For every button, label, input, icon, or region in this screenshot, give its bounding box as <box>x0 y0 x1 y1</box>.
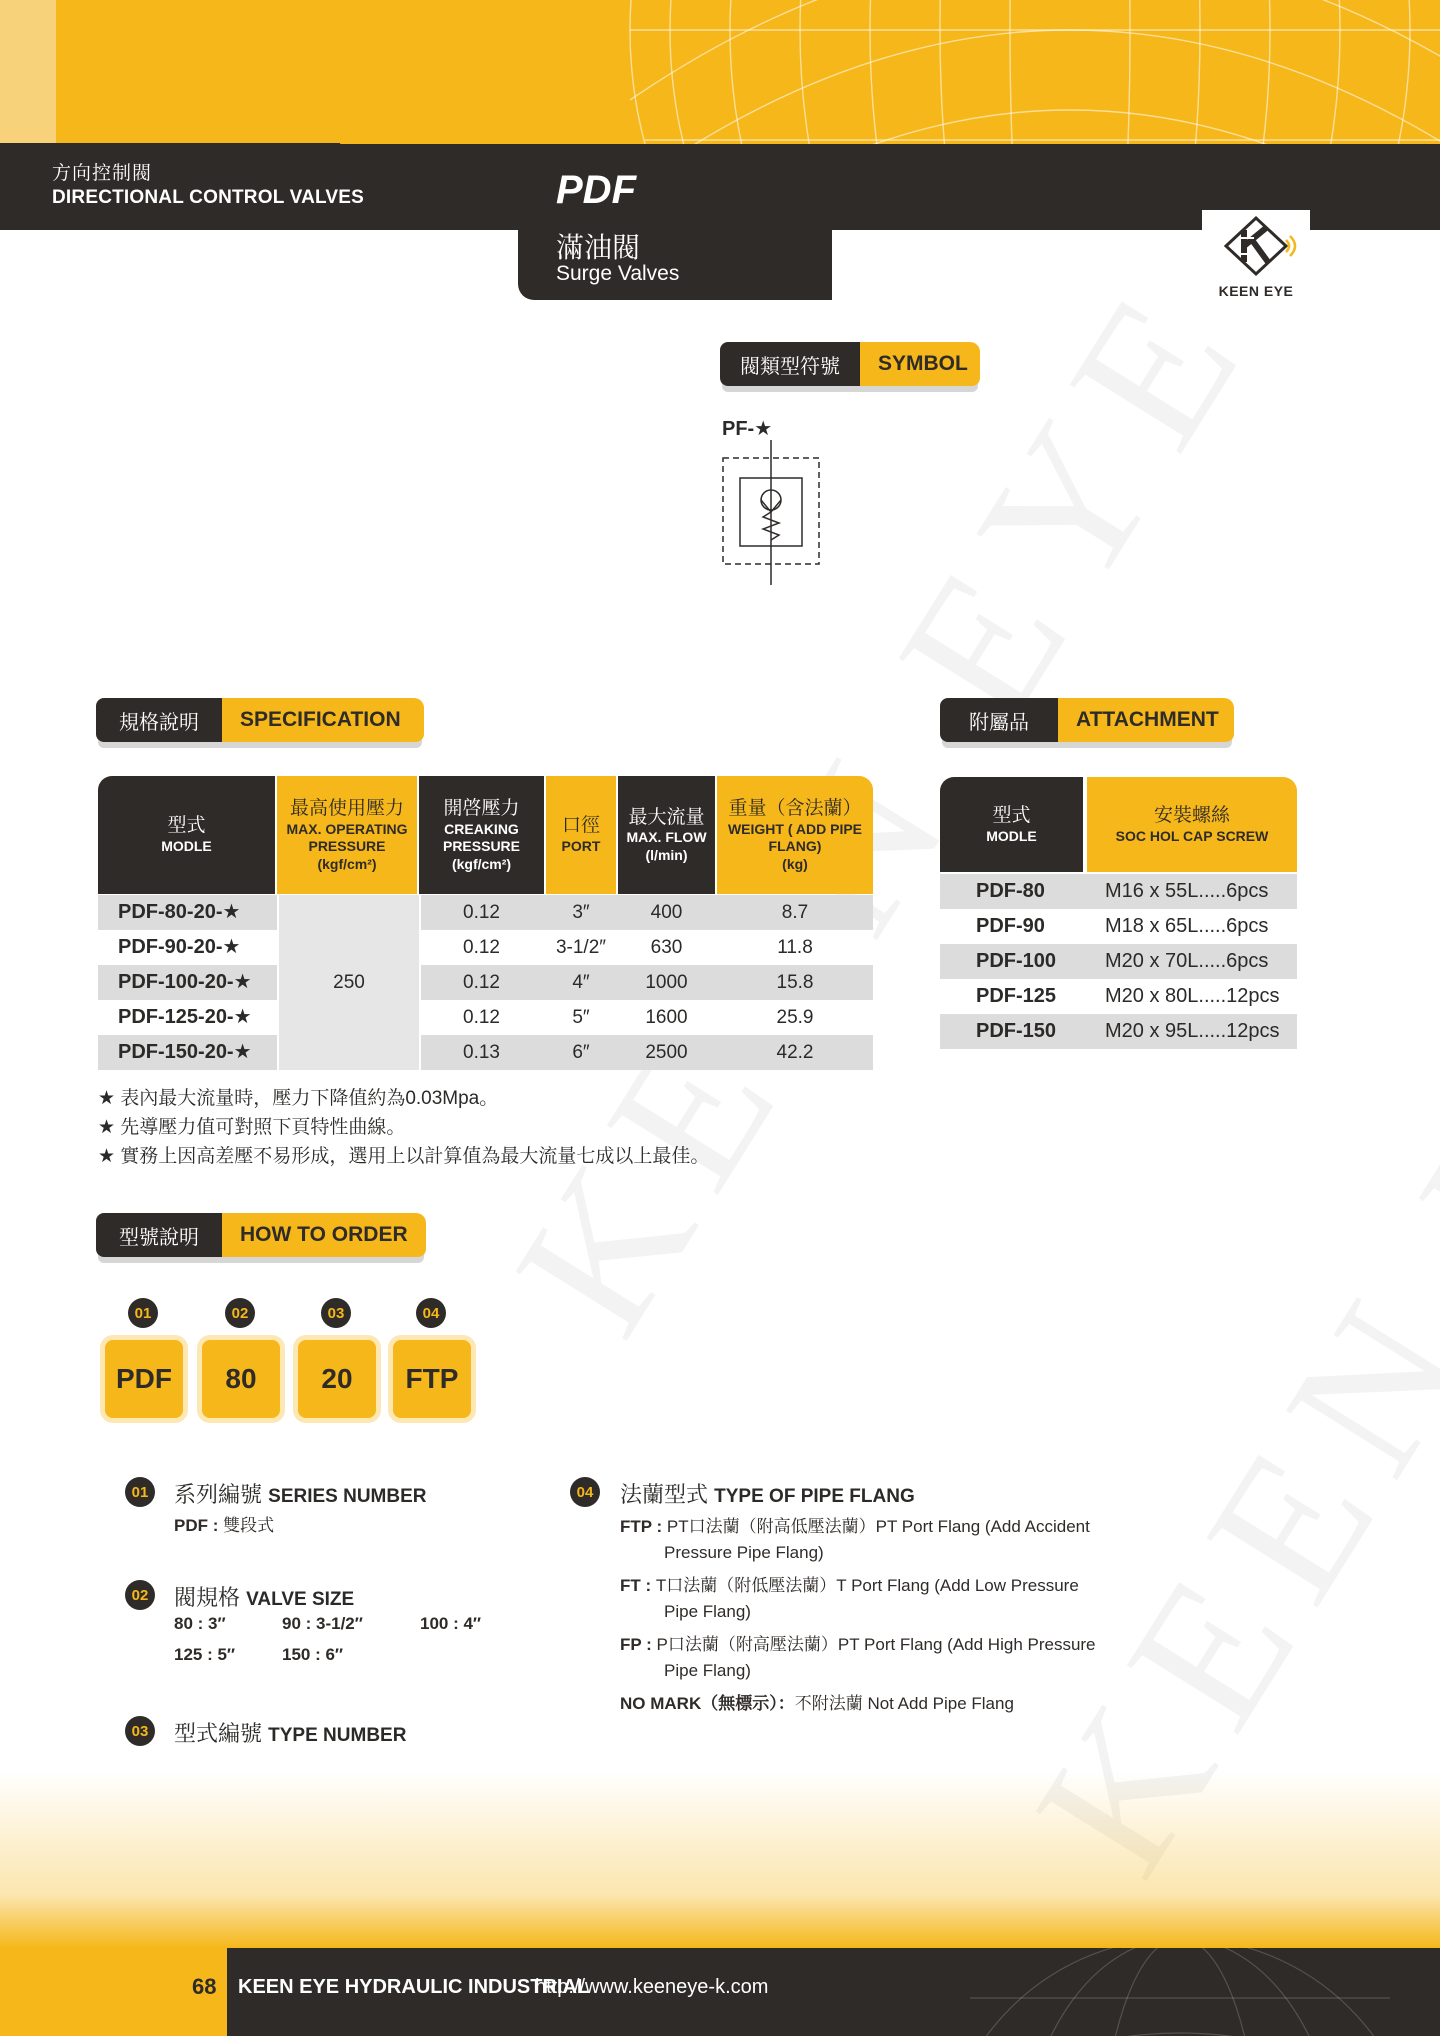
table-row <box>98 895 873 930</box>
row-screw: M18 x 65L.....6pcs <box>1105 915 1269 937</box>
section-label-en: SPECIFICATION <box>222 698 424 742</box>
category-title-en: DIRECTIONAL CONTROL VALVES <box>52 187 365 208</box>
table-row <box>940 1014 1297 1049</box>
row-port: 3-1/2″ <box>555 937 607 958</box>
row-weight: 11.8 <box>777 937 813 958</box>
symbol-code: PF-★ <box>722 418 773 440</box>
row-creaking: 0.12 <box>463 902 500 923</box>
row-port: 5″ <box>572 1007 590 1028</box>
row-model: PDF-125-20-★ <box>118 1006 252 1028</box>
section-label-zh: 規格說明 <box>96 698 222 742</box>
series-number-heading: 系列編號 SERIES NUMBER <box>174 1482 427 1507</box>
website-link[interactable]: http://www.keeneye-k.com <box>535 1976 769 1998</box>
row-creaking: 0.13 <box>463 1042 500 1063</box>
attachment-section-label <box>940 698 1234 742</box>
footer-globe-graphic <box>880 1948 1440 2036</box>
table-row <box>98 930 873 965</box>
row-creaking: 0.12 <box>463 937 500 958</box>
product-name-zh: 滿油閥 <box>556 232 641 263</box>
code-number-badge: 04 <box>416 1298 446 1328</box>
spec-header-weight: 重量（含法蘭） WEIGHT ( ADD PIPE FLANG) (kg) <box>717 776 873 894</box>
footer-gradient <box>0 1770 1440 1948</box>
code-number-badge: 02 <box>225 1298 255 1328</box>
order-code-box: 20 <box>298 1340 376 1418</box>
row-weight: 15.8 <box>776 972 814 993</box>
row-model: PDF-125 <box>976 985 1057 1007</box>
product-code: PDF <box>556 168 636 212</box>
table-row <box>98 1035 873 1070</box>
page-number: 68 <box>192 1974 217 1999</box>
table-row <box>940 874 1297 909</box>
spec-header-max-flow: 最大流量 MAX. FLOW (l/min) <box>618 776 715 894</box>
flang-option: NO MARK（無標示）：不附法蘭 Not Add Pipe Flang <box>620 1694 1014 1713</box>
row-creaking: 0.12 <box>463 1007 500 1028</box>
legend-number-badge: 04 <box>570 1477 600 1507</box>
valve-size-item: 80 : 3″ <box>174 1614 226 1633</box>
valve-size-item: 150 : 6″ <box>282 1645 344 1664</box>
section-label-zh: 附屬品 <box>940 698 1058 742</box>
spec-note: ★ 實務上因高差壓不易形成，選用上以計算值為最大流量七成以上最佳。 <box>98 1146 710 1167</box>
row-flow: 400 <box>650 902 683 923</box>
row-port: 6″ <box>572 1042 590 1063</box>
row-screw: M16 x 55L.....6pcs <box>1105 880 1269 902</box>
row-flow: 630 <box>650 937 683 958</box>
section-label-en: SYMBOL <box>860 342 980 386</box>
row-port: 3″ <box>572 902 590 923</box>
order-code-box: FTP <box>393 1340 471 1418</box>
spec-header-model: 型式 MODLE <box>98 776 275 894</box>
table-row <box>940 909 1297 944</box>
section-label-en: HOW TO ORDER <box>222 1213 426 1257</box>
valve-size-item: 90 : 3-1/2″ <box>282 1614 363 1633</box>
section-label-zh: 型號說明 <box>96 1213 222 1257</box>
row-model: PDF-150 <box>976 1020 1057 1042</box>
legend-number-badge: 01 <box>125 1477 155 1507</box>
spec-note: ★ 表內最大流量時，壓力下降值約為0.03Mpa。 <box>98 1088 499 1109</box>
valve-size-item: 125 : 5″ <box>174 1645 236 1664</box>
order-code-box: PDF <box>105 1340 183 1418</box>
row-flow: 1600 <box>645 1007 688 1028</box>
row-creaking: 0.12 <box>463 972 500 993</box>
order-section-label <box>96 1213 426 1257</box>
section-label-zh: 閥類型符號 <box>720 342 860 386</box>
attachment-header-screw: 安裝螺絲 SOC HOL CAP SCREW <box>1087 777 1297 872</box>
section-label-en: ATTACHMENT <box>1058 698 1234 742</box>
flang-type-heading: 法蘭型式 TYPE OF PIPE FLANG <box>620 1482 915 1507</box>
table-row <box>940 944 1297 979</box>
keen-eye-logo-icon <box>1202 210 1310 286</box>
row-model: PDF-90 <box>976 915 1045 937</box>
row-weight: 25.9 <box>776 1007 814 1028</box>
table-row <box>940 979 1297 1014</box>
product-name-en: Surge Valves <box>556 262 680 285</box>
brand-name: KEEN EYE <box>1218 283 1294 299</box>
row-model: PDF-80 <box>976 880 1045 902</box>
row-model: PDF-100-20-★ <box>118 971 252 993</box>
row-model: PDF-150-20-★ <box>118 1041 252 1063</box>
row-port: 4″ <box>572 972 590 993</box>
flang-option: FTP : PT口法蘭（附高低壓法蘭）PT Port Flang (Add Accident Pressure Pipe Flang) <box>620 1517 1090 1562</box>
row-model: PDF-80-20-★ <box>118 901 241 923</box>
legend-number-badge: 03 <box>125 1716 155 1746</box>
row-screw: M20 x 70L.....6pcs <box>1105 950 1269 972</box>
table-row <box>98 965 873 1000</box>
order-code-box: 80 <box>202 1340 280 1418</box>
table-row <box>98 1000 873 1035</box>
valve-size-item: 100 : 4″ <box>420 1614 482 1633</box>
flang-option: FP : P口法蘭（附高壓法蘭）PT Port Flang (Add High Pressure Pipe Flang) <box>620 1635 1096 1680</box>
row-weight: 8.7 <box>781 902 809 923</box>
flang-option: FT : T口法蘭（附低壓法蘭）T Port Flang (Add Low Pressure Pipe Flang) <box>620 1576 1079 1621</box>
category-title-zh: 方向控制閥 <box>52 163 153 184</box>
code-number-badge: 03 <box>321 1298 351 1328</box>
row-screw: M20 x 80L.....12pcs <box>1105 985 1280 1007</box>
company-name: KEEN EYE HYDRAULIC INDUSTRIAL <box>238 1976 590 1998</box>
merged-max-pressure-cell: 250 <box>277 895 421 1070</box>
valve-size-heading: 閥規格 VALVE SIZE <box>174 1585 355 1610</box>
row-screw: M20 x 95L.....12pcs <box>1105 1020 1280 1042</box>
spec-header-port: 口徑 PORT <box>546 776 616 894</box>
specification-section-label <box>96 698 424 742</box>
series-number-desc: PDF : 雙段式 <box>174 1516 275 1535</box>
legend-number-badge: 02 <box>125 1580 155 1610</box>
row-model: PDF-100 <box>976 950 1057 972</box>
header-accent-strip <box>0 0 56 145</box>
spec-note: ★ 先導壓力值可對照下頁特性曲線。 <box>98 1117 406 1138</box>
symbol-section-label <box>720 342 980 386</box>
attachment-header-model: 型式 MODLE <box>940 777 1083 872</box>
row-flow: 1000 <box>645 972 688 993</box>
type-number-heading: 型式編號 TYPE NUMBER <box>174 1721 407 1746</box>
row-flow: 2500 <box>645 1042 688 1063</box>
row-model: PDF-90-20-★ <box>118 936 241 958</box>
code-number-badge: 01 <box>128 1298 158 1328</box>
spec-header-creaking-pressure: 開啓壓力 CREAKING PRESSURE (kgf/cm²) <box>419 776 544 894</box>
row-weight: 42.2 <box>776 1042 814 1063</box>
spec-header-max-pressure: 最高使用壓力 MAX. OPERATING PRESSURE (kgf/cm²) <box>277 776 417 894</box>
surge-valve-symbol-diagram <box>715 440 825 585</box>
